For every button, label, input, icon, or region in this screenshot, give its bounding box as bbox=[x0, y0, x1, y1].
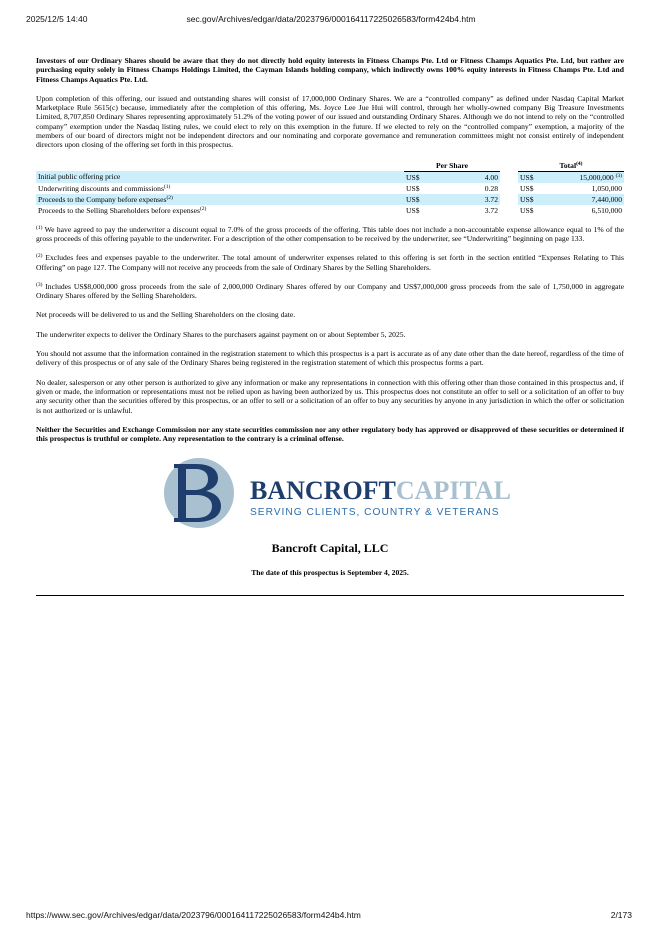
delivery-paragraph: The underwriter expects to deliver the Ordinary Shares to the purchasers against payment on or about September 5, 2025. bbox=[36, 329, 406, 339]
per-share-header: Per Share bbox=[404, 160, 500, 172]
table-row bbox=[36, 194, 624, 205]
row-label: Underwriting discounts and commissions$^{(1)}$ bbox=[38, 183, 171, 193]
logo-tagline: SERVING CLIENTS, COUNTRY & VETERANS bbox=[250, 507, 500, 519]
page-divider bbox=[36, 595, 624, 596]
row-currency: US$ bbox=[404, 171, 430, 183]
prospectus-page bbox=[36, 56, 624, 596]
row-total: 6,510,000 bbox=[591, 205, 622, 215]
row-currency: US$ bbox=[404, 194, 430, 205]
controlled-company-paragraph: Upon completion of this offering, our issued and outstanding shares will consist of 17,000,000 Ordinary Shares. We are a “controlled company” as defined under Nasdaq Capital Market Marketplace Rule 5615(c) because, immediately after the completion of this offering, Ms. Joyce Lee Jue Hui will control, through her wholly-owned company Big Treasure Investments Limited, 8,707,850 Ordinary Shares representing approximately 51.2% of the voting power of our issued and outstanding Ordinary Shares. Although we do not intend to rely on the “controlled company” exemption under the Nasdaq listing rules, we could elect to rely on this exemption in the future. If we elected to rely on the “controlled company” exemption, a majority of the members of our board of directors might not be independent directors and our nominating and corporate governance and remuneration committees might not consist entirely of independent directors upon closing of the offering set forth in this prospectus. bbox=[36, 93, 624, 150]
row-label: Proceeds to the Selling Shareholders before expenses$^{(2)}$ bbox=[38, 205, 207, 215]
row-per-share: 3.72 bbox=[484, 205, 498, 215]
table-row bbox=[36, 171, 624, 183]
footnote-1: $^{(1)}$ We have agreed to pay the underwriter a discount equal to 7.0% of the gross proceeds of the offering. This table does not include a non-accountable expense allowance equal to 1% of the gross proceeds of this offering payable to the underwriter. For a description of the other compensation to be received by the underwriter, see “Underwriting” beginning on page 133. bbox=[36, 224, 624, 243]
print-url: sec.gov/Archives/edgar/data/2023796/000164117225026583/form424b4.htm bbox=[186, 14, 476, 24]
row-label: Initial public offering price bbox=[36, 171, 404, 183]
footer-url: https://www.sec.gov/Archives/edgar/data/2023796/000164117225026583/form424b4.htm bbox=[26, 910, 361, 920]
offering-table-header bbox=[36, 160, 624, 172]
no-dealer-paragraph: No dealer, salesperson or any other person is authorized to give any information or make any representations in connection with this offering other than those contained in this prospectus and, if given or made, the information or representations must not be relied upon as having been authorized by us. This prospectus does not constitute an offer to sell or a solicitation of an offer to buy any security other than the securities offered by this prospectus, or an offer to sell or a solicitation of an offer to buy any securities by anyone in any jurisdiction in which the offer or solicitation is not authorized or is unlawful. bbox=[36, 377, 624, 415]
accuracy-paragraph: You should not assume that the information contained in the registration statement to which this prospectus is a part is accurate as of any date other than the date hereof, regardless of the time of delivery of this prospectus or of any sale of the Ordinary Shares being registered in the registration statement of which this prospectus forms a part. bbox=[36, 349, 624, 368]
company-name: Bancroft Capital, LLC bbox=[271, 541, 389, 556]
underwriter-logo bbox=[36, 455, 624, 531]
row-currency: US$ bbox=[518, 171, 544, 183]
table-row bbox=[36, 205, 624, 216]
row-currency: US$ bbox=[520, 205, 534, 215]
row-total: 7,440,000 bbox=[544, 194, 624, 205]
footnote-2: $^{(2)}$ Excludes fees and expenses payable to the underwriter. The total amount of underwriter expenses related to this offering is set forth in the section entitled “Expenses Relating to This Offering” on page 127. The Company will not receive any proceeds from the sale of Ordinary Shares by the Selling Shareholders. bbox=[36, 253, 624, 272]
row-label: Proceeds to the Company before expenses$^{(2)}$ bbox=[36, 194, 404, 205]
row-per-share: 4.00 bbox=[430, 171, 500, 183]
net-proceeds-paragraph: Net proceeds will be delivered to us and the Selling Shareholders on the closing date. bbox=[36, 310, 296, 320]
footnote-3: $^{(3)}$ Includes US$8,000,000 gross proceeds from the sale of 2,000,000 Ordinary Shares offered by our Company and US$7,000,000 gross proceeds from the sale of 1,750,000 in aggregate Ordinary Shares offered by the Selling Shareholders. bbox=[36, 281, 624, 301]
row-per-share: 3.72 bbox=[430, 194, 500, 205]
prospectus-date: The date of this prospectus is September 4, 2025. bbox=[251, 568, 409, 578]
logo-wordmark: BANCROFTCAPITAL bbox=[250, 476, 511, 506]
offering-table bbox=[36, 160, 624, 216]
sec-disclaimer: Neither the Securities and Exchange Commission nor any state securities commission nor any other regulatory body has approved or disapproved of these securities or determined if this prospectus is truthful or complete. Any representation to the contrary is a criminal offense. bbox=[36, 424, 624, 444]
table-row bbox=[36, 183, 624, 194]
row-currency: US$ bbox=[406, 183, 420, 193]
row-total: 15,000,000 $^{(3)}$ bbox=[544, 171, 624, 183]
row-currency: US$ bbox=[406, 205, 420, 215]
total-header: Total$^{(4)}$ bbox=[518, 160, 624, 172]
bancroft-capital-logo bbox=[162, 455, 511, 531]
row-total: 1,050,000 bbox=[591, 183, 622, 193]
print-datetime: 2025/12/5 14:40 bbox=[26, 14, 88, 24]
row-per-share: 0.28 bbox=[484, 183, 498, 193]
row-currency: US$ bbox=[518, 194, 544, 205]
row-currency: US$ bbox=[520, 183, 534, 193]
page-number: 2/173 bbox=[610, 910, 632, 920]
equity-interest-notice: Investors of our Ordinary Shares should be aware that they do not directly hold equity interests in Fitness Champs Pte. Ltd or Fitness Champs Aquatics Pte. Ltd, but rather are purchasing equity solely in Fitness Champs Holdings Limited, the Cayman Islands holding company, which indirectly owns 100% equity interests in Fitness Champs Pte. Ltd and Fitness Champs Aquatics Pte. Ltd. bbox=[36, 56, 624, 84]
